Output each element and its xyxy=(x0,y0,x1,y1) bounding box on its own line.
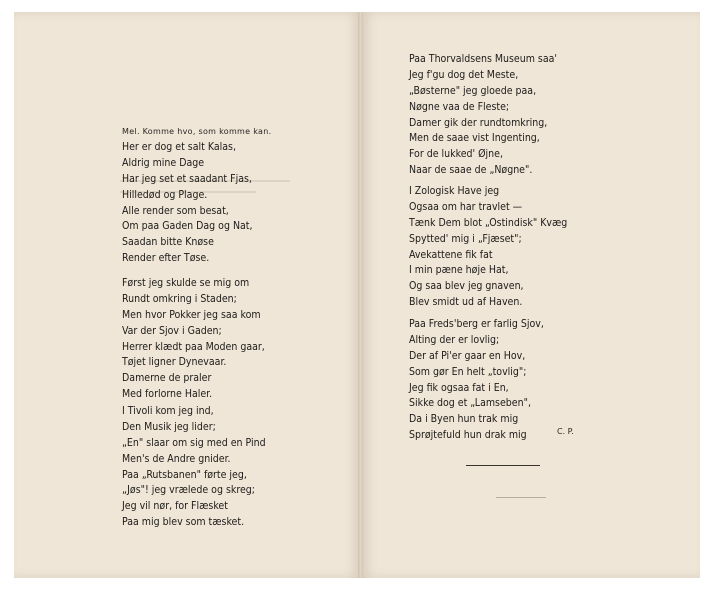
verse-line: Render efter Tøse. xyxy=(122,252,210,265)
melody-note: Mel. Komme hvo, som komme kan. xyxy=(122,127,272,136)
closing-rule xyxy=(466,465,540,466)
verse-line: Paa „Rutsbanen" førte jeg, xyxy=(122,468,247,481)
verse-line: I min pæne høje Hat, xyxy=(409,264,509,277)
verse-line: For de lukked' Øjne, xyxy=(409,148,503,161)
verse-line: Tøjet ligner Dynevaar. xyxy=(122,356,227,369)
verse-line: „Bøsterne" jeg gloede paa, xyxy=(409,84,537,97)
verse-line: Og saa blev jeg gnaven, xyxy=(409,280,524,293)
stanza xyxy=(122,276,265,403)
verse-line: „Jøs"! jeg vrælede og skreg; xyxy=(122,484,255,497)
verse-line: Har jeg set et saadant Fjas, xyxy=(122,172,252,185)
verse-line: Paa Freds'berg er farlig Sjov, xyxy=(409,318,544,330)
verse-line: I Tivoli kom jeg ind, xyxy=(122,405,214,417)
verse-line: Med forlorne Haler. xyxy=(122,388,213,401)
verse-line: Den Musik jeg lider; xyxy=(122,420,216,433)
stanza xyxy=(409,184,567,311)
verse-line: Tænk Dem blot „Ostindisk" Kvæg xyxy=(409,216,568,229)
verse-line: Men's de Andre gnider. xyxy=(122,452,231,465)
verse-line: I Zologisk Have jeg xyxy=(409,185,500,197)
show-through-shadow xyxy=(150,66,160,101)
verse-line: Avekattene fik fat xyxy=(409,248,493,261)
verse-line: Saadan bitte Knøse xyxy=(122,236,214,249)
verse-line: Rundt omkring i Staden; xyxy=(122,292,237,305)
verse-line: Sikke dog et „Lamseben", xyxy=(409,397,531,410)
stanza xyxy=(409,52,557,179)
author-signature: C. P. xyxy=(557,427,574,436)
verse-line: Paa Thorvaldsens Museum saa' xyxy=(409,53,558,65)
verse-line: „En" slaar om sig med en Pind xyxy=(122,436,266,449)
verse-line: Spytted' mig i „Fjæset"; xyxy=(409,232,522,245)
verse-line: Da i Byen hun trak mig xyxy=(409,413,519,426)
verse-line: Jeg f'gu dog det Meste, xyxy=(409,68,519,81)
stanza xyxy=(122,140,253,267)
verse-line: Jeg vil nør, for Flæsket xyxy=(122,500,228,513)
verse-line: Sprøjtefuld hun drak mig xyxy=(409,429,527,442)
verse-line: Der af Pi'er gaar en Hov, xyxy=(409,349,526,362)
verse-line: Herrer klædt paa Moden gaar, xyxy=(122,340,265,353)
closing-rule-faint xyxy=(496,497,546,498)
verse-line: Hilledød og Plage. xyxy=(122,188,208,201)
verse-line: Jeg fik ogsaa fat i En, xyxy=(409,381,509,394)
verse-line: Blev smidt ud af Haven. xyxy=(409,296,523,309)
stanza xyxy=(122,404,266,531)
verse-line: Men hvor Pokker jeg saa kom xyxy=(122,308,261,321)
verse-line: Ogsaa om har travlet — xyxy=(409,200,523,213)
verse-line: Damer gik der rundtomkring, xyxy=(409,116,548,129)
verse-line: Alle render som besat, xyxy=(122,204,229,217)
verse-line: Men de saae vist Ingenting, xyxy=(409,132,540,145)
verse-line: Som gør En helt „tovlig"; xyxy=(409,365,527,378)
verse-line: Paa mig blev som tæsket. xyxy=(122,516,245,529)
verse-line: Om paa Gaden Dag og Nat, xyxy=(122,220,253,233)
verse-line: Naar de saae de „Nøgne". xyxy=(409,164,533,177)
verse-line: Her er dog et salt Kalas, xyxy=(122,141,236,153)
verse-line: Aldrig mine Dage xyxy=(122,156,205,169)
verse-line: Var der Sjov i Gaden; xyxy=(122,324,222,337)
verse-line: Nøgne vaa de Fleste; xyxy=(409,100,510,113)
book-fold xyxy=(358,12,363,578)
verse-line: Først jeg skulde se mig om xyxy=(122,277,250,289)
stanza xyxy=(409,317,544,444)
verse-line: Alting der er lovlig; xyxy=(409,333,500,346)
verse-line: Damerne de praler xyxy=(122,372,212,385)
